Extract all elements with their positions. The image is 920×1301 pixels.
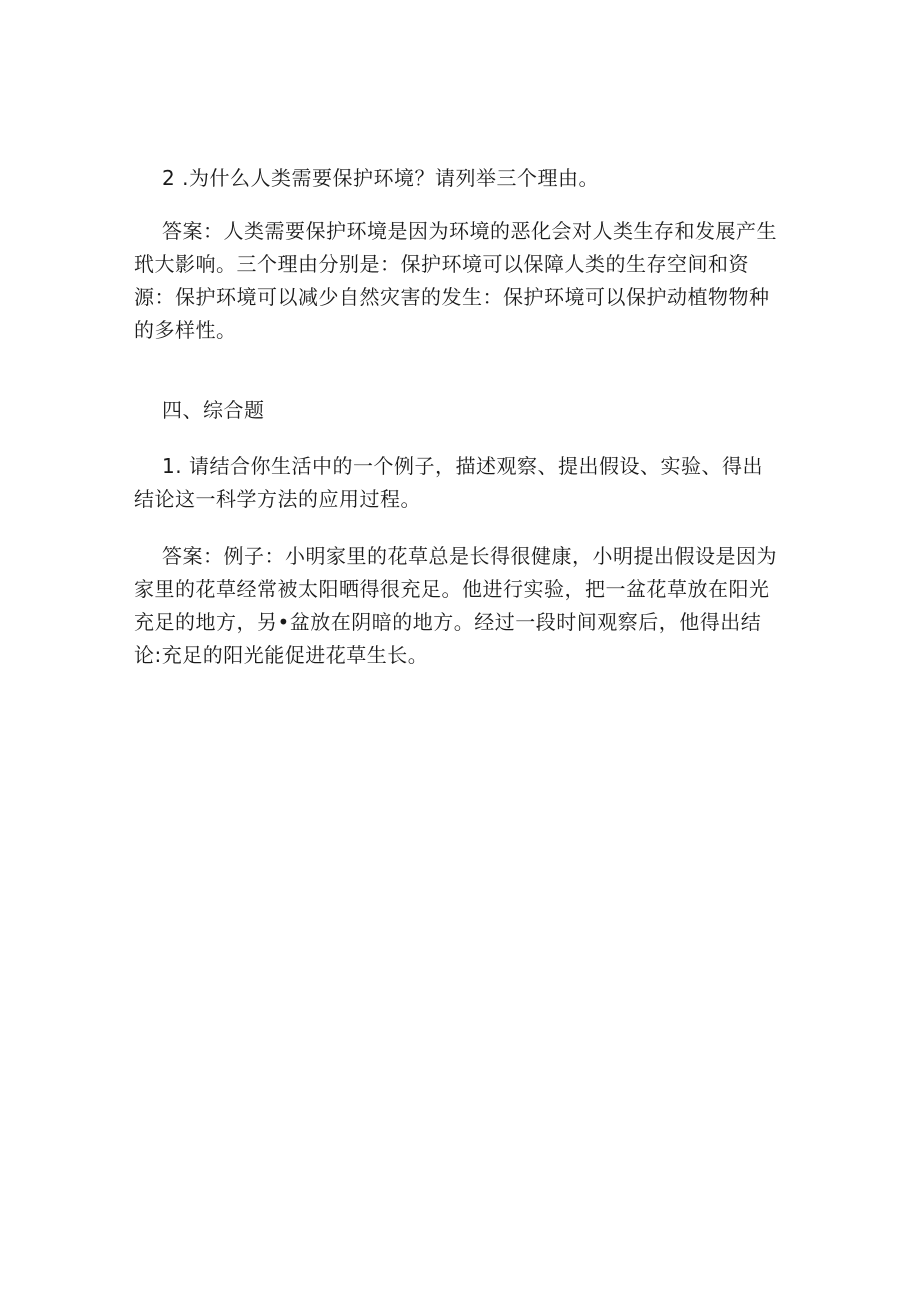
section-4-heading: 四、综合题 bbox=[162, 398, 265, 422]
answer-2-text: 答案：人类需要保护环境是因为环境的恶化会对人类生存和发展产生玳大影响。三个理由分别是：保护环境可以保障人类的生存空间和资源：保护环境可以减少自然灾害的发生：保护环境可以保护动植物物种的多样性。 bbox=[134, 219, 777, 342]
answer-1-text: 答案：例子：小明家里的花草总是长得很健康，小明提出假设是因为家里的花草经常被太阳晒得很充足。他进行实验，把一盆花草放在阳光充足的地方，另•盆放在阴暗的地方。经过一段时间观察后，他得出结论:充足的阳光能促进花草生长。 bbox=[134, 544, 777, 667]
question-1-text: 1. 请结合你生活中的一个例子，描述观察、提出假设、实验、得出结论这一科学方法的应用过程。 bbox=[134, 454, 763, 511]
question-2-text: 2 .为什么人类需要保护环境？请列举三个理由。 bbox=[162, 166, 599, 190]
